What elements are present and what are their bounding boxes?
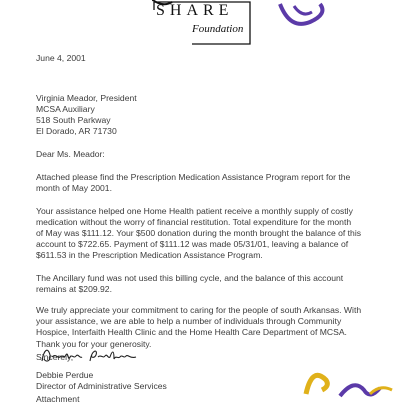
decorative-swirl-top-right — [276, 0, 336, 32]
signer-title: Director of Administrative Services — [36, 381, 167, 391]
paragraph-2-line-1: Your assistance helped one Home Health patient receive a monthly supply of costly — [36, 206, 353, 216]
letter-date: June 4, 2001 — [36, 53, 86, 63]
handwritten-signature — [40, 345, 150, 367]
paragraph-2-line-5: $611.53 in the Prescription Medication Assistance Program. — [36, 250, 263, 260]
salutation: Dear Ms. Meador: — [36, 149, 105, 159]
logo-share-text: SHARE — [156, 2, 234, 19]
paragraph-4-line-1: We truly appreciate your commitment to caring for the people of south Arkansas. With — [36, 305, 362, 315]
paragraph-1-line-1: Attached please find the Prescription Medication Assistance Program report for the — [36, 172, 351, 182]
paragraph-4-line-2: your assistance, we are able to help a number of individuals through Community — [36, 316, 342, 326]
logo-foundation-text: Foundation — [192, 23, 244, 35]
recipient-line-3: 518 South Parkway — [36, 115, 111, 125]
thanks-line: Thank you for your generosity. — [36, 339, 152, 349]
paragraph-2-line-4: account to $722.65. Payment of $111.12 was made 05/31/01, leaving a balance of — [36, 239, 349, 249]
paragraph-4-line-3: Hospice, Interfaith Health Clinic and the Home Health Care Department of MCSA. — [36, 327, 347, 337]
paragraph-2-line-3: of May was $111.12. Your $500 donation during the month brought the balance of this — [36, 228, 362, 238]
signer-name: Debbie Perdue — [36, 370, 94, 380]
recipient-line-2: MCSA Auxiliary — [36, 104, 95, 114]
recipient-line-1: Virginia Meador, President — [36, 93, 137, 103]
paragraph-1-line-2: month of May 2001. — [36, 183, 112, 193]
decorative-swirl-bottom-right — [300, 360, 400, 400]
closing: Sincerely, — [36, 352, 74, 362]
recipient-line-4: El Dorado, AR 71730 — [36, 126, 117, 136]
share-foundation-logo — [152, 0, 252, 46]
attachment-note: Attachment — [36, 394, 80, 404]
paragraph-2-line-2: medication without the worry of financial restitution. Total expenditure for the month — [36, 217, 352, 227]
paragraph-3-line-2: remains at $209.92. — [36, 284, 112, 294]
paragraph-3-line-1: The Ancillary fund was not used this billing cycle, and the balance of this account — [36, 273, 344, 283]
